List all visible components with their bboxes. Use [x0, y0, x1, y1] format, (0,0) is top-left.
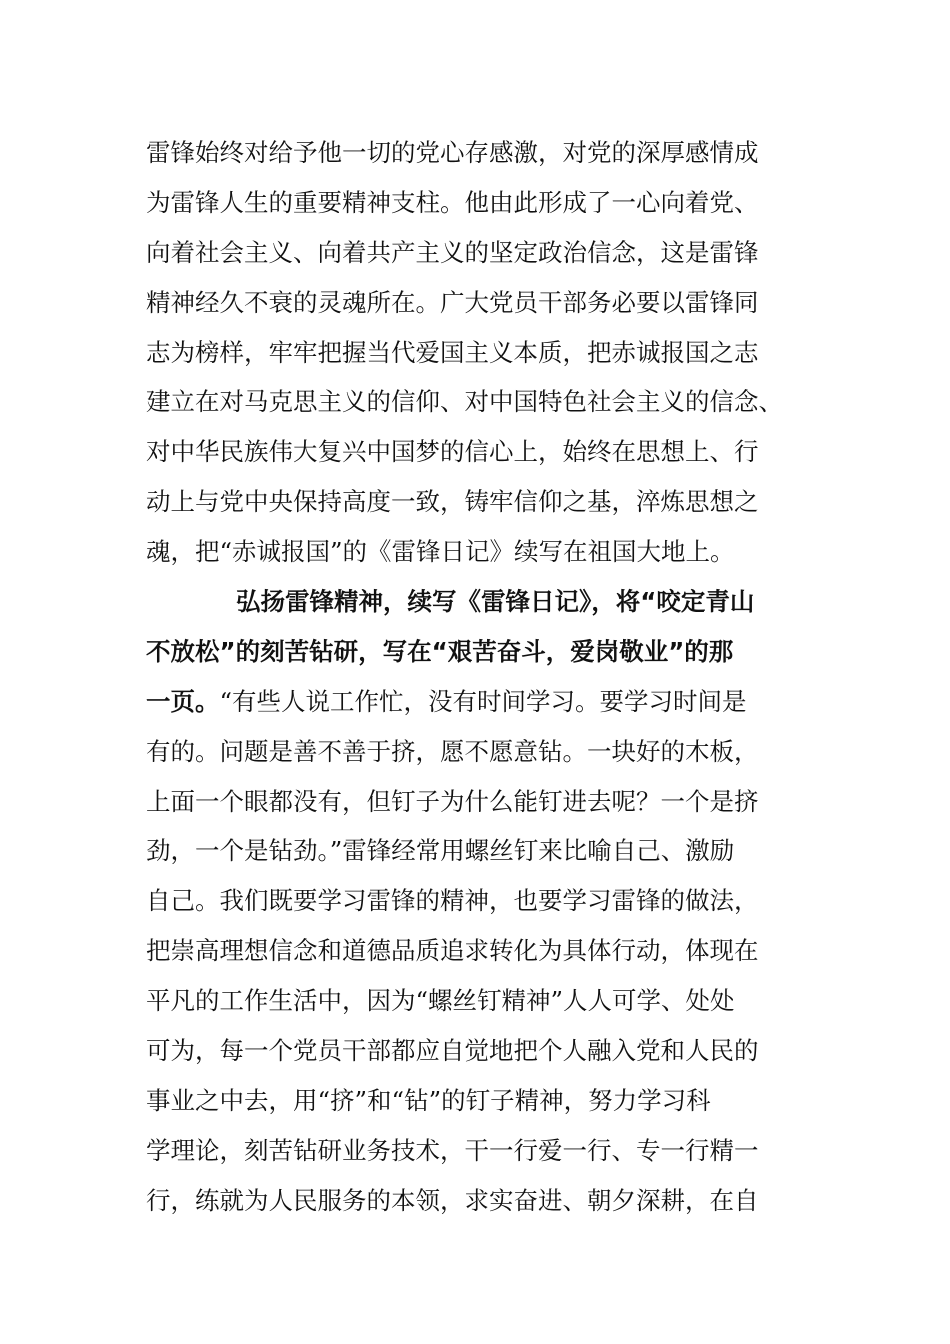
- text-line: 雷锋始终对给予他一切的党心存感激，对党的深厚感情成: [146, 138, 759, 167]
- text-line: 劲，一个是钻劲。”雷锋经常用螺丝钉来比喻自己、激励: [146, 836, 735, 866]
- text-line: 志为榜样，牢牢把握当代爱国主义本质，把赤诚报国之志: [146, 337, 759, 367]
- text-line: 学理论，刻苦钻研业务技术，干一行爱一行、专一行精一: [146, 1135, 759, 1165]
- section-heading-text: 弘扬雷锋精神，续写《雷锋日记》，将“咬定青山: [236, 587, 755, 617]
- text-line: 有的。问题是善不善于挤，愿不愿意钻。一块好的木板，: [146, 736, 759, 766]
- section-heading-end: 一页。: [146, 686, 220, 716]
- text-line: 自己。我们既要学习雷锋的精神，也要学习雷锋的做法，: [146, 886, 759, 916]
- body-text: [146, 128, 796, 1226]
- paragraph-1: [146, 128, 796, 577]
- text-line: 对中华民族伟大复兴中国梦的信心上，始终在思想上、行: [146, 437, 759, 467]
- text-line: 为雷锋人生的重要精神支柱。他由此形成了一心向着党、: [146, 187, 759, 217]
- text-line: 精神经久不衰的灵魂所在。广大党员干部务必要以雷锋同: [146, 287, 759, 317]
- section-heading-line: 不放松”的刻苦钻研，写在“艰苦奋斗，爱岗敬业”的那: [146, 636, 734, 666]
- text-line: 行，练就为人民服务的本领，求实奋进、朝夕深耕，在自: [146, 1185, 759, 1215]
- text-line: 魂，把“赤诚报国”的《雷锋日记》续写在祖国大地上。: [146, 537, 735, 567]
- paragraph-2: [146, 577, 796, 1226]
- text-line: 建立在对马克思主义的信仰、对中国特色社会主义的信念、: [146, 387, 783, 417]
- text-line: 平凡的工作生活中，因为“螺丝钉精神”人人可学、处处: [146, 986, 735, 1016]
- text-line: 事业之中去，用“挤”和“钻”的钉子精神，努力学习科: [146, 1085, 711, 1115]
- text-line: 可为，每一个党员干部都应自觉地把个人融入党和人民的: [146, 1036, 759, 1066]
- section-heading-line: [146, 577, 796, 627]
- text-line: [146, 677, 796, 727]
- text-line: 上面一个眼都没有，但钉子为什么能钉进去呢？一个是挤: [146, 786, 759, 816]
- text-line: 动上与党中央保持高度一致，铸牢信仰之基，淬炼思想之: [146, 487, 759, 517]
- text-line: 向着社会主义、向着共产主义的坚定政治信念，这是雷锋: [146, 237, 759, 267]
- text-line: 把崇高理想信念和道德品质追求转化为具体行动，体现在: [146, 936, 759, 966]
- quote-start: “有些人说工作忙，没有时间学习。要学习时间是: [219, 686, 747, 716]
